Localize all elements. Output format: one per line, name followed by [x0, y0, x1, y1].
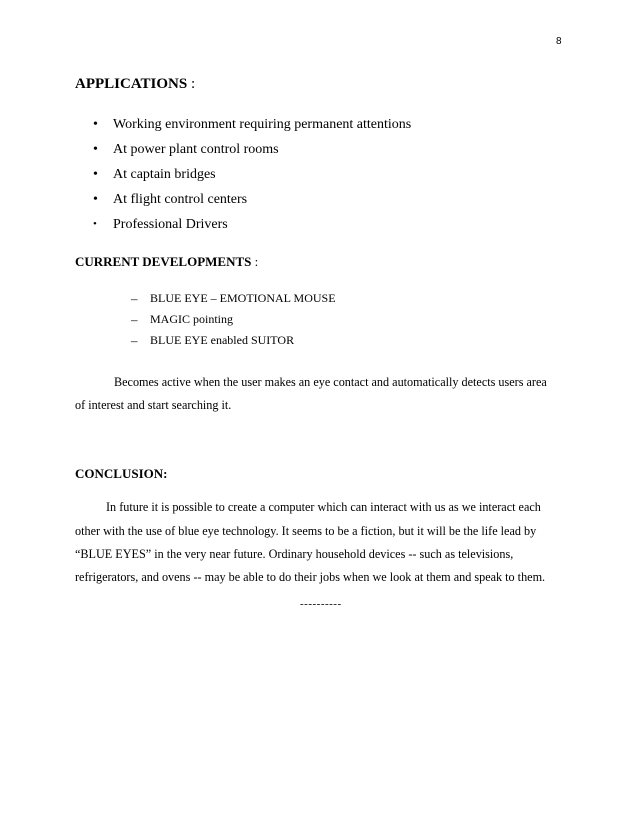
- list-item-text: At power plant control rooms: [113, 142, 279, 157]
- bullet-icon: •: [93, 117, 98, 132]
- current-developments-colon: :: [251, 254, 259, 269]
- list-item-text: BLUE EYE – EMOTIONAL MOUSE: [150, 291, 336, 305]
- list-item-text: Professional Drivers: [113, 217, 228, 232]
- bullet-icon: •: [93, 142, 98, 157]
- bullet-icon: •: [93, 167, 98, 182]
- conclusion-paragraph-line: “BLUE EYES” in the very near future. Ordinary household devices -- such as televisions,: [75, 547, 514, 561]
- conclusion-paragraph-line: refrigerators, and ovens -- may be able to do their jobs when we look at them and speak to them.: [75, 570, 546, 584]
- conclusion-heading: CONCLUSION:: [75, 466, 168, 481]
- developments-paragraph-line: of interest and start searching it.: [75, 398, 232, 412]
- developments-paragraph-line: Becomes active when the user makes an eye contact and automatically detects users area: [114, 375, 547, 389]
- list-item-text: At flight control centers: [113, 192, 248, 207]
- list-item-text: MAGIC pointing: [150, 312, 234, 326]
- dash-icon: –: [131, 333, 138, 348]
- end-marker: ----------: [300, 598, 342, 610]
- current-developments-heading: [75, 254, 258, 270]
- applications-heading: [75, 76, 195, 93]
- applications-title: APPLICATIONS: [75, 76, 188, 92]
- page-number: 8: [556, 36, 562, 47]
- list-item-text: BLUE EYE enabled SUITOR: [150, 333, 295, 347]
- conclusion-paragraph-line: other with the use of blue eye technology. It seems to be a fiction, but it will be the life lead by: [75, 524, 537, 538]
- dash-icon: –: [131, 291, 138, 306]
- applications-colon: :: [187, 76, 196, 92]
- dash-icon: –: [131, 312, 138, 327]
- conclusion-paragraph-line: In future it is possible to create a computer which can interact with us as we interact each: [106, 500, 541, 514]
- bullet-icon: •: [93, 218, 97, 230]
- bullet-icon: •: [93, 192, 98, 207]
- list-item-text: At captain bridges: [113, 167, 216, 182]
- list-item-text: Working environment requiring permanent attentions: [113, 117, 412, 132]
- current-developments-title: CURRENT DEVELOPMENTS: [75, 254, 252, 269]
